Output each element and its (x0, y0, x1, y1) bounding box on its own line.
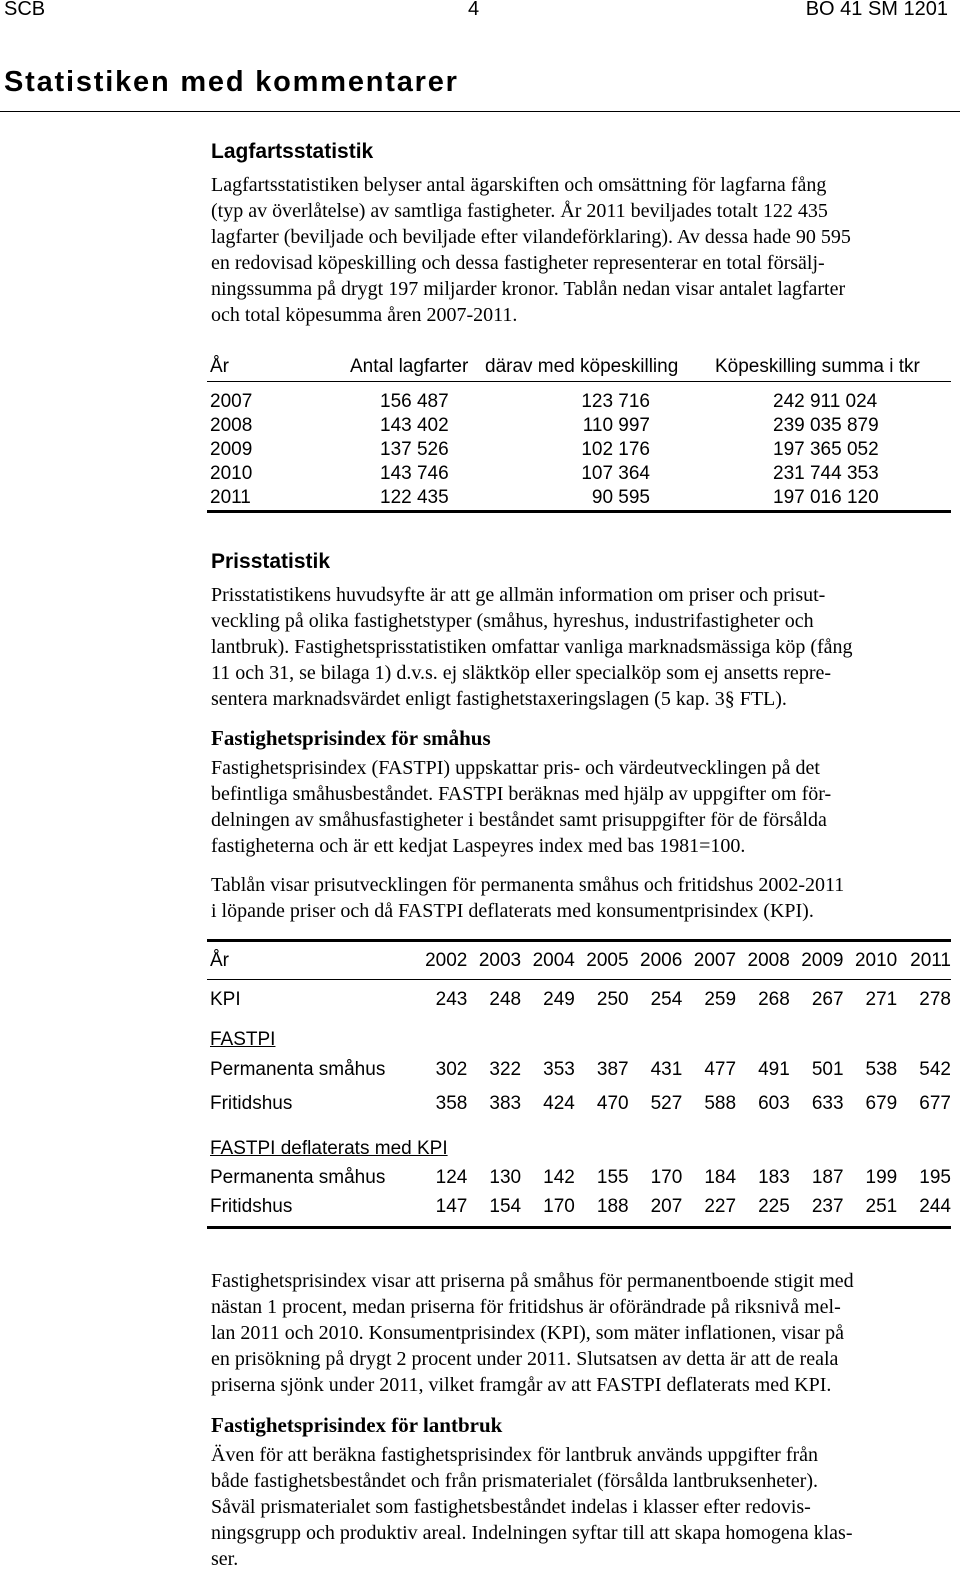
line: Tablån visar prisutvecklingen för permanenta småhus och fritidshus 2002-2011 (211, 874, 845, 896)
cell: 271 (865, 989, 898, 1010)
index-table-header-divider (207, 979, 951, 980)
cell: 259 (704, 989, 737, 1010)
year-row (207, 946, 951, 976)
line: både fastighetsbeståndet och från prismaterialet (försålda lantbruksenheter). (211, 1470, 818, 1492)
year-cell: 2008 (747, 950, 790, 971)
cell: 227 (704, 1195, 737, 1217)
year-cell: 2005 (586, 950, 629, 971)
pris-paragraph (211, 582, 946, 712)
line: veckling på olika fastighetstyper (småhus, hyreshus, industrifastigheter och (211, 610, 814, 632)
cell: 110 997 (582, 415, 650, 436)
cell: 147 (435, 1195, 468, 1217)
year-cell: 2010 (854, 950, 898, 971)
cell: 249 (543, 989, 575, 1010)
line: Fastighetsprisindex visar att priserna på småhus för permanentboende stigit med (211, 1270, 854, 1292)
title-divider (0, 111, 960, 112)
year-cell: 2002 (425, 950, 468, 971)
group-label: FASTPI deflaterats med KPI (210, 1138, 448, 1159)
cell: 278 (919, 989, 951, 1010)
lagfart-table (207, 352, 951, 510)
pris-heading: Prisstatistik (211, 550, 331, 573)
line: lan 2011 och 2010. Konsumentprisindex (KPI), som mäter inflationen, visar på (211, 1322, 845, 1344)
cell: 2010 (210, 463, 253, 484)
table-row (207, 1087, 951, 1121)
table-header-row (207, 352, 951, 382)
lagfart-paragraph (211, 172, 946, 328)
cell: 322 (489, 1059, 522, 1080)
cell: 2008 (210, 415, 253, 436)
col-kopeskilling: därav med köpeskilling (485, 356, 679, 377)
line: Lagfartsstatistiken belyser antal ägarskiften och omsättning för lagfarna fång (211, 174, 827, 196)
year-cell: 2011 (910, 950, 951, 971)
cell: 197 365 052 (773, 439, 879, 460)
cell: 267 (811, 989, 844, 1010)
cell: 477 (704, 1059, 737, 1080)
line: (typ av överlåtelse) av samtliga fastigheter. År 2011 beviljades totalt 122 435 (211, 200, 828, 222)
line: Prisstatistikens huvudsyfte är att ge allmän information om priser och prisut- (211, 584, 826, 606)
cell: 353 (543, 1059, 575, 1080)
year-label: År (210, 950, 229, 971)
cell: 197 016 120 (773, 487, 879, 508)
cell: 154 (489, 1195, 522, 1217)
table-row (207, 438, 951, 462)
cell: 237 (811, 1195, 844, 1217)
smahus-intro (211, 872, 946, 924)
year-cell: 2007 (693, 950, 737, 971)
line: lagfarter (beviljade och beviljade efter vilandeförklaring). Av dessa hade 90 595 (211, 226, 851, 248)
col-year: År (210, 356, 229, 377)
cell: 383 (489, 1093, 522, 1114)
cell: 387 (596, 1059, 629, 1080)
report-id: BO 41 SM 1201 (805, 0, 948, 20)
line: Även för att beräkna fastighetsprisindex för lantbruk används uppgifter från (211, 1444, 819, 1466)
table-row (207, 390, 951, 414)
line: sentera marknadsvärdet enligt fastighetstaxeringslagen (5 kap. 3§ FTL). (211, 688, 787, 710)
lantbruk-paragraph (211, 1442, 946, 1572)
cell: 470 (596, 1093, 629, 1114)
cell: 542 (919, 1059, 951, 1080)
cell: 170 (543, 1195, 575, 1217)
lantbruk-heading: Fastighetsprisindex för lantbruk (211, 1413, 503, 1437)
table-row (207, 1053, 951, 1087)
cell: 527 (650, 1093, 683, 1114)
row-label: Fritidshus (210, 1093, 293, 1114)
cell: 107 364 (581, 463, 650, 484)
cell: 633 (811, 1093, 844, 1114)
cell: 424 (543, 1093, 575, 1114)
line: delningen av småhusfastigheter i beståndet samt prisuppgifter för de försålda (211, 809, 827, 831)
row-label: KPI (210, 989, 241, 1010)
lagfart-heading: Lagfartsstatistik (211, 140, 374, 163)
cell: 2007 (210, 391, 253, 412)
line: en redovisad köpeskilling och dessa fastigheter representerar en total försälj- (211, 252, 825, 274)
row-label: Permanenta småhus (210, 1166, 386, 1188)
cell: 122 435 (380, 487, 449, 508)
cell: 143 746 (380, 463, 449, 484)
cell: 2011 (210, 487, 251, 508)
line: i löpande priser och då FASTPI deflaterats med konsumentprisindex (KPI). (211, 900, 814, 922)
cell: 184 (704, 1166, 737, 1188)
cell: 130 (489, 1166, 522, 1188)
cell: 170 (650, 1166, 683, 1188)
cell: 143 402 (380, 415, 449, 436)
cell: 603 (758, 1093, 790, 1114)
header-org: SCB (4, 0, 46, 20)
line: lantbruk). Fastighetsprisstatistiken omfattar vanliga marknadsmässiga köp (fång (211, 636, 853, 658)
year-cell: 2004 (532, 950, 575, 971)
cell: 248 (489, 989, 522, 1010)
cell: 225 (758, 1195, 790, 1217)
year-cell: 2009 (801, 950, 844, 971)
cell: 679 (865, 1093, 898, 1114)
fastpi-label-row (207, 1027, 951, 1053)
cell: 155 (596, 1166, 629, 1188)
deflated-label-row (207, 1135, 951, 1163)
cell: 207 (650, 1195, 683, 1217)
line: Fastighetsprisindex (FASTPI) uppskattar pris- och värdeutvecklingen på det (211, 757, 820, 779)
index-table (207, 946, 951, 1221)
line: ser. (211, 1548, 239, 1570)
line: en prisökning på drygt 2 procent under 2011. Slutsatsen av detta är att de reala (211, 1348, 839, 1370)
line: ningsgrupp och produktiv areal. Indelningen syftar till att skapa homogena klas- (211, 1522, 853, 1544)
cell: 124 (435, 1166, 468, 1188)
cell: 244 (919, 1195, 951, 1217)
cell: 358 (435, 1093, 468, 1114)
cell: 268 (758, 989, 790, 1010)
page-number: 4 (468, 0, 480, 20)
cell: 183 (758, 1166, 790, 1188)
group-label: FASTPI (210, 1029, 276, 1050)
page-title: Statistiken med kommentarer (4, 66, 459, 98)
line: fastigheterna och är ett kedjat Laspeyres index med bas 1981=100. (211, 835, 746, 857)
cell: 2009 (210, 439, 253, 460)
cell: 102 176 (581, 439, 650, 460)
cell: 188 (596, 1195, 629, 1217)
table-bottom-divider (207, 510, 951, 513)
line: nästan 1 procent, medan priserna för fritidshus är oförändrade på riksnivå mel- (211, 1296, 841, 1318)
cell: 156 487 (380, 391, 449, 412)
cell: 142 (543, 1166, 575, 1188)
table-header-divider (207, 381, 951, 382)
col-summa: Köpeskilling summa i tkr (715, 356, 920, 377)
cell: 242 911 024 (773, 391, 878, 412)
cell: 538 (865, 1059, 898, 1080)
line: befintliga småhusbeståndet. FASTPI beräknas med hjälp av uppgifter om för- (211, 783, 832, 805)
year-cell: 2006 (640, 950, 683, 971)
cell: 254 (650, 989, 683, 1010)
cell: 250 (596, 989, 629, 1010)
kpi-row (207, 985, 951, 1015)
line: och total köpesumma åren 2007-2011. (211, 304, 518, 326)
comment-paragraph (211, 1268, 946, 1398)
cell: 90 595 (591, 487, 650, 508)
row-label: Permanenta småhus (210, 1059, 386, 1080)
cell: 431 (650, 1059, 683, 1080)
line: Såväl prismaterialet som fastighetsbeståndet indelas i klasser efter redovis- (211, 1496, 811, 1518)
index-table-top-divider (207, 939, 951, 942)
smahus-paragraph (211, 755, 946, 859)
cell: 302 (435, 1059, 468, 1080)
line: ningssumma på drygt 197 miljarder kronor. Tablån nedan visar antalet lagfarter (211, 278, 846, 300)
cell: 239 035 879 (773, 415, 879, 436)
cell: 491 (758, 1059, 790, 1080)
cell: 251 (865, 1195, 898, 1217)
index-table-bottom-divider (207, 1226, 951, 1229)
cell: 123 716 (581, 391, 650, 412)
cell: 501 (811, 1059, 844, 1080)
cell: 195 (919, 1166, 951, 1188)
row-label: Fritidshus (210, 1195, 293, 1217)
table-row (207, 1192, 951, 1221)
col-antal: Antal lagfarter (350, 356, 469, 377)
cell: 243 (435, 989, 468, 1010)
cell: 187 (811, 1166, 844, 1188)
cell: 677 (919, 1093, 951, 1114)
table-row (207, 414, 951, 438)
cell: 231 744 353 (773, 463, 879, 484)
table-row (207, 462, 951, 486)
cell: 137 526 (380, 439, 449, 460)
line: priserna sjönk under 2011, vilket framgår av att FASTPI deflaterats med KPI. (211, 1374, 832, 1396)
cell: 588 (704, 1093, 737, 1114)
table-row (207, 1163, 951, 1192)
table-row (207, 486, 951, 510)
smahus-heading: Fastighetsprisindex för småhus (211, 726, 491, 750)
cell: 199 (865, 1166, 898, 1188)
line: 11 och 31, se bilaga 1) d.v.s. ej släktköp eller specialköp som ej ansetts repre- (211, 662, 832, 684)
year-cell: 2003 (478, 950, 522, 971)
